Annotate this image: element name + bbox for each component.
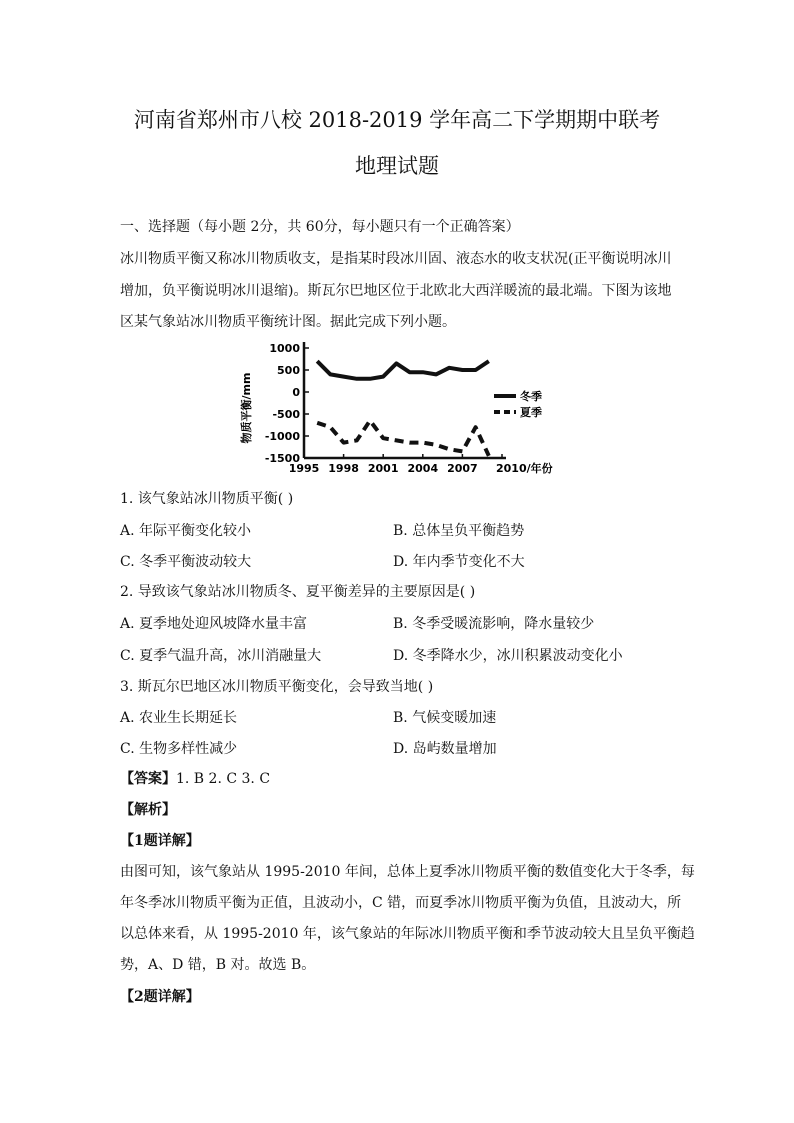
question-stem: 2. 导致该气象站冰川物质冬、夏平衡差异的主要原因是( ) xyxy=(120,584,476,600)
answer-label: 【答案】 xyxy=(120,771,176,787)
option-b: B. 冬季受暖流影响，降水量较少 xyxy=(393,616,595,632)
option-a: A. 农业生长期延长 xyxy=(120,710,238,726)
mass-balance-chart xyxy=(232,338,572,480)
option-b: B. 气候变暖加速 xyxy=(393,710,497,726)
legend-label: 夏季 xyxy=(520,406,542,419)
x-tick-label: 1995 xyxy=(288,462,320,475)
option-d: D. 年内季节变化不大 xyxy=(393,554,525,570)
detail-line: 年冬季冰川物质平衡为正值，且波动小，C 错，而夏季冰川物质平衡为负值，且波动大，所 xyxy=(120,895,682,911)
intro-line: 冰川物质平衡又称冰川物质收支，是指某时段冰川固、液态水的收支状况(正平衡说明冰川 xyxy=(120,251,672,267)
option-c: C. 冬季平衡波动较大 xyxy=(120,554,252,570)
y-tick-label: -1000 xyxy=(264,430,300,443)
page-subtitle: 地理试题 xyxy=(355,154,439,178)
y-tick-label: -1500 xyxy=(264,452,300,465)
option-b: B. 总体呈负平衡趋势 xyxy=(393,523,525,539)
question-stem: 3. 斯瓦尔巴地区冰川物质平衡变化，会导致当地( ) xyxy=(120,679,434,695)
y-tick-label: -500 xyxy=(272,408,300,421)
x-tick-label: 2004 xyxy=(407,462,439,475)
detail-2-label: 【2题详解】 xyxy=(120,989,200,1005)
option-c: C. 夏季气温升高，冰川消融量大 xyxy=(120,648,322,664)
intro-line: 区某气象站冰川物质平衡统计图。据此完成下列小题。 xyxy=(120,314,456,330)
detail-line: 势，A、D 错，B 对。故选 B。 xyxy=(120,957,316,973)
answer-line xyxy=(120,768,680,790)
option-a: A. 夏季地处迎风坡降水量丰富 xyxy=(120,616,308,632)
option-d: D. 冬季降水少，冰川积累波动变化小 xyxy=(393,648,623,664)
intro-line: 增加，负平衡说明冰川退缩)。斯瓦尔巴地区位于北欧北大西洋暖流的最北端。下图为该地 xyxy=(120,283,672,299)
x-tick-label: 2001 xyxy=(367,462,399,475)
y-axis-label: 物质平衡/mm xyxy=(240,372,253,444)
detail-line: 由图可知，该气象站从 1995-2010 年间，总体上夏季冰川物质平衡的数值变化大于冬季，每 xyxy=(120,864,695,880)
series-line-summer xyxy=(317,421,489,456)
x-tick-label: 2007 xyxy=(447,462,478,475)
answer-text: 1. B 2. C 3. C xyxy=(176,771,271,787)
detail-line: 以总体来看，从 1995-2010 年，该气象站的年际冰川物质平衡和季节波动较大且呈负平衡趋 xyxy=(120,926,695,942)
option-a: A. 年际平衡变化较小 xyxy=(120,523,252,539)
legend-label: 冬季 xyxy=(520,390,542,403)
question-stem: 1. 该气象站冰川物质平衡( ) xyxy=(120,491,294,507)
option-c: C. 生物多样性减少 xyxy=(120,741,238,757)
option-d: D. 岛屿数量增加 xyxy=(393,741,497,757)
y-tick-label: 1000 xyxy=(269,342,300,355)
y-tick-label: 0 xyxy=(292,386,300,399)
page-title: 河南省郑州市八校 2018-2019 学年高二下学期期中联考 xyxy=(133,108,661,132)
y-tick-label: 500 xyxy=(277,364,300,377)
x-tick-label: 1998 xyxy=(328,462,359,475)
detail-1-label: 【1题详解】 xyxy=(120,833,200,849)
analysis-label: 【解析】 xyxy=(120,802,176,818)
x-tick-label: 2010/年份 xyxy=(496,462,553,475)
section-heading: 一、选择题（每小题 2分，共 60分，每小题只有一个正确答案） xyxy=(120,219,520,235)
series-line-winter xyxy=(317,361,489,379)
